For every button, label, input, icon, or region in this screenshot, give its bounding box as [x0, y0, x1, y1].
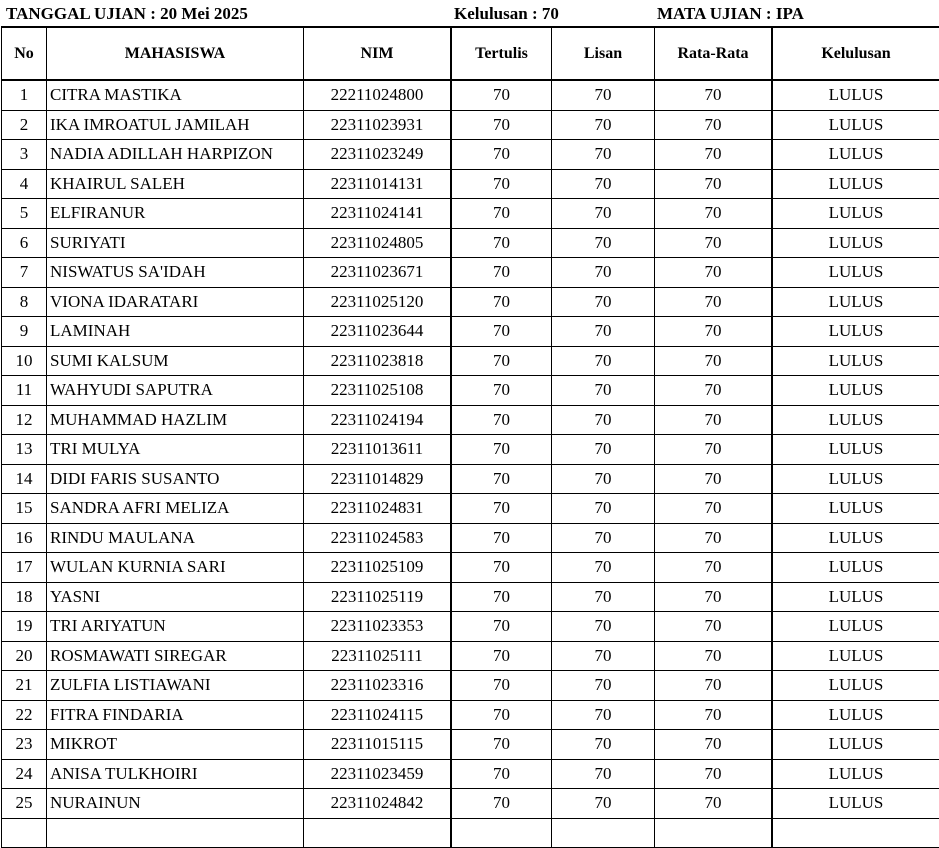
cell-mahasiswa: RINDU MAULANA — [47, 523, 304, 553]
cell-nim: 22311023644 — [304, 317, 452, 347]
cell-mahasiswa: ZULFIA LISTIAWANI — [47, 671, 304, 701]
cell-lisan: 70 — [552, 258, 655, 288]
cell-mahasiswa: TRI ARIYATUN — [47, 612, 304, 642]
cell-lisan: 70 — [552, 759, 655, 789]
cell-kelulusan: LULUS — [772, 553, 939, 583]
cell-mahasiswa: SUMI KALSUM — [47, 346, 304, 376]
cell-nim: 22311025111 — [304, 641, 452, 671]
cell-rata-rata-empty — [655, 818, 773, 847]
cell-rata-rata: 70 — [655, 80, 773, 110]
cell-no: 11 — [2, 376, 47, 406]
passing-score: Kelulusan : 70 — [454, 4, 559, 24]
cell-lisan: 70 — [552, 612, 655, 642]
cell-rata-rata: 70 — [655, 228, 773, 258]
cell-kelulusan: LULUS — [772, 405, 939, 435]
cell-rata-rata: 70 — [655, 641, 773, 671]
table-header-row — [2, 27, 939, 80]
cell-lisan: 70 — [552, 789, 655, 819]
table-row — [2, 346, 939, 376]
cell-mahasiswa: YASNI — [47, 582, 304, 612]
cell-nim: 22311024805 — [304, 228, 452, 258]
col-header-rata-rata: Rata-Rata — [655, 27, 773, 80]
cell-rata-rata: 70 — [655, 199, 773, 229]
cell-no: 12 — [2, 405, 47, 435]
cell-no: 20 — [2, 641, 47, 671]
cell-kelulusan: LULUS — [772, 700, 939, 730]
cell-tertulis: 70 — [451, 346, 552, 376]
cell-nim: 22311014131 — [304, 169, 452, 199]
cell-kelulusan: LULUS — [772, 376, 939, 406]
cell-rata-rata: 70 — [655, 523, 773, 553]
cell-kelulusan: LULUS — [772, 110, 939, 140]
cell-mahasiswa: ELFIRANUR — [47, 199, 304, 229]
cell-tertulis: 70 — [451, 80, 552, 110]
cell-nim: 22311024583 — [304, 523, 452, 553]
cell-mahasiswa: NURAINUN — [47, 789, 304, 819]
cell-kelulusan: LULUS — [772, 730, 939, 760]
cell-rata-rata: 70 — [655, 612, 773, 642]
cell-rata-rata: 70 — [655, 671, 773, 701]
cell-mahasiswa: DIDI FARIS SUSANTO — [47, 464, 304, 494]
cell-tertulis: 70 — [451, 110, 552, 140]
cell-rata-rata: 70 — [655, 317, 773, 347]
col-header-tertulis: Tertulis — [451, 27, 552, 80]
cell-kelulusan: LULUS — [772, 612, 939, 642]
cell-rata-rata: 70 — [655, 346, 773, 376]
cell-mahasiswa: CITRA MASTIKA — [47, 80, 304, 110]
cell-rata-rata: 70 — [655, 494, 773, 524]
table-row — [2, 110, 939, 140]
cell-tertulis: 70 — [451, 789, 552, 819]
cell-nim: 22311023671 — [304, 258, 452, 288]
table-row — [2, 80, 939, 110]
cell-nim: 22311015115 — [304, 730, 452, 760]
cell-kelulusan: LULUS — [772, 435, 939, 465]
cell-no: 10 — [2, 346, 47, 376]
cell-tertulis: 70 — [451, 494, 552, 524]
cell-kelulusan: LULUS — [772, 317, 939, 347]
cell-kelulusan: LULUS — [772, 228, 939, 258]
cell-no: 13 — [2, 435, 47, 465]
cell-lisan: 70 — [552, 671, 655, 701]
cell-no: 23 — [2, 730, 47, 760]
cell-kelulusan: LULUS — [772, 789, 939, 819]
cell-tertulis: 70 — [451, 730, 552, 760]
cell-tertulis: 70 — [451, 523, 552, 553]
cell-kelulusan: LULUS — [772, 494, 939, 524]
cell-tertulis: 70 — [451, 287, 552, 317]
cell-lisan: 70 — [552, 464, 655, 494]
cell-tertulis: 70 — [451, 140, 552, 170]
cell-no: 25 — [2, 789, 47, 819]
cell-tertulis: 70 — [451, 435, 552, 465]
document-header — [0, 3, 939, 25]
cell-kelulusan: LULUS — [772, 140, 939, 170]
cell-nim: 22311014829 — [304, 464, 452, 494]
cell-no: 1 — [2, 80, 47, 110]
cell-kelulusan: LULUS — [772, 671, 939, 701]
cell-kelulusan: LULUS — [772, 464, 939, 494]
cell-kelulusan: LULUS — [772, 641, 939, 671]
cell-mahasiswa: TRI MULYA — [47, 435, 304, 465]
cell-kelulusan: LULUS — [772, 199, 939, 229]
table-row — [2, 199, 939, 229]
cell-tertulis: 70 — [451, 258, 552, 288]
col-header-nim: NIM — [304, 27, 452, 80]
cell-lisan-empty — [552, 818, 655, 847]
cell-no: 18 — [2, 582, 47, 612]
table-row — [2, 464, 939, 494]
cell-lisan: 70 — [552, 730, 655, 760]
cell-tertulis: 70 — [451, 641, 552, 671]
cell-nim: 22311023249 — [304, 140, 452, 170]
cell-nim: 22311023353 — [304, 612, 452, 642]
cell-nim: 22311024842 — [304, 789, 452, 819]
cell-lisan: 70 — [552, 523, 655, 553]
cell-rata-rata: 70 — [655, 140, 773, 170]
cell-no: 14 — [2, 464, 47, 494]
cell-mahasiswa: ANISA TULKHOIRI — [47, 759, 304, 789]
cell-nim: 22311025108 — [304, 376, 452, 406]
cell-rata-rata: 70 — [655, 287, 773, 317]
cell-mahasiswa: LAMINAH — [47, 317, 304, 347]
cell-tertulis: 70 — [451, 612, 552, 642]
cell-kelulusan: LULUS — [772, 169, 939, 199]
cell-rata-rata: 70 — [655, 435, 773, 465]
cell-lisan: 70 — [552, 317, 655, 347]
col-header-kelulusan: Kelulusan — [772, 27, 939, 80]
cell-mahasiswa: WAHYUDI SAPUTRA — [47, 376, 304, 406]
cell-nim: 22311024831 — [304, 494, 452, 524]
cell-tertulis: 70 — [451, 317, 552, 347]
table-row — [2, 641, 939, 671]
cell-no: 19 — [2, 612, 47, 642]
cell-no: 8 — [2, 287, 47, 317]
table-row — [2, 700, 939, 730]
cell-mahasiswa: MUHAMMAD HAZLIM — [47, 405, 304, 435]
cell-mahasiswa: SURIYATI — [47, 228, 304, 258]
cell-lisan: 70 — [552, 641, 655, 671]
cell-rata-rata: 70 — [655, 582, 773, 612]
table-row — [2, 140, 939, 170]
cell-tertulis: 70 — [451, 700, 552, 730]
cell-rata-rata: 70 — [655, 464, 773, 494]
cell-kelulusan: LULUS — [772, 80, 939, 110]
cell-mahasiswa: MIKROT — [47, 730, 304, 760]
cell-rata-rata: 70 — [655, 730, 773, 760]
cell-nim: 22311025109 — [304, 553, 452, 583]
cell-no-empty — [2, 818, 47, 847]
cell-lisan: 70 — [552, 287, 655, 317]
table-body — [2, 80, 939, 847]
cell-tertulis: 70 — [451, 582, 552, 612]
cell-tertulis: 70 — [451, 759, 552, 789]
table-row — [2, 789, 939, 819]
cell-no: 16 — [2, 523, 47, 553]
cell-nim: 22311023316 — [304, 671, 452, 701]
cell-kelulusan: LULUS — [772, 287, 939, 317]
cell-lisan: 70 — [552, 700, 655, 730]
cell-rata-rata: 70 — [655, 258, 773, 288]
cell-no: 24 — [2, 759, 47, 789]
cell-lisan: 70 — [552, 110, 655, 140]
cell-tertulis: 70 — [451, 671, 552, 701]
cell-rata-rata: 70 — [655, 553, 773, 583]
exam-subject: MATA UJIAN : IPA — [657, 4, 804, 24]
cell-kelulusan: LULUS — [772, 346, 939, 376]
cell-lisan: 70 — [552, 553, 655, 583]
cell-no: 2 — [2, 110, 47, 140]
cell-mahasiswa: NADIA ADILLAH HARPIZON — [47, 140, 304, 170]
table-row — [2, 169, 939, 199]
cell-no: 21 — [2, 671, 47, 701]
cell-kelulusan: LULUS — [772, 759, 939, 789]
cell-lisan: 70 — [552, 582, 655, 612]
cell-nim: 22311024194 — [304, 405, 452, 435]
cell-nim: 22311013611 — [304, 435, 452, 465]
table-row — [2, 759, 939, 789]
table-row — [2, 553, 939, 583]
table-row — [2, 494, 939, 524]
cell-nim: 22311025120 — [304, 287, 452, 317]
table-row — [2, 228, 939, 258]
cell-no: 9 — [2, 317, 47, 347]
cell-lisan: 70 — [552, 376, 655, 406]
cell-mahasiswa-empty — [47, 818, 304, 847]
cell-kelulusan-empty — [772, 818, 939, 847]
cell-no: 5 — [2, 199, 47, 229]
cell-mahasiswa: IKA IMROATUL JAMILAH — [47, 110, 304, 140]
table-row — [2, 612, 939, 642]
results-table — [1, 26, 939, 848]
cell-lisan: 70 — [552, 169, 655, 199]
cell-tertulis: 70 — [451, 199, 552, 229]
cell-nim: 22311023459 — [304, 759, 452, 789]
cell-mahasiswa: NISWATUS SA'IDAH — [47, 258, 304, 288]
col-header-no: No — [2, 27, 47, 80]
cell-nim: 22311023818 — [304, 346, 452, 376]
cell-nim: 22211024800 — [304, 80, 452, 110]
table-row — [2, 671, 939, 701]
col-header-mahasiswa: MAHASISWA — [47, 27, 304, 80]
cell-tertulis: 70 — [451, 228, 552, 258]
cell-lisan: 70 — [552, 494, 655, 524]
cell-rata-rata: 70 — [655, 169, 773, 199]
cell-rata-rata: 70 — [655, 789, 773, 819]
exam-date: TANGGAL UJIAN : 20 Mei 2025 — [6, 4, 248, 24]
cell-lisan: 70 — [552, 80, 655, 110]
cell-mahasiswa: WULAN KURNIA SARI — [47, 553, 304, 583]
cell-kelulusan: LULUS — [772, 582, 939, 612]
cell-kelulusan: LULUS — [772, 258, 939, 288]
cell-mahasiswa: ROSMAWATI SIREGAR — [47, 641, 304, 671]
cell-lisan: 70 — [552, 405, 655, 435]
cell-rata-rata: 70 — [655, 376, 773, 406]
cell-tertulis: 70 — [451, 405, 552, 435]
cell-tertulis: 70 — [451, 464, 552, 494]
table-row — [2, 730, 939, 760]
cell-lisan: 70 — [552, 228, 655, 258]
cell-rata-rata: 70 — [655, 110, 773, 140]
table-row — [2, 523, 939, 553]
table-row — [2, 287, 939, 317]
cell-mahasiswa: SANDRA AFRI MELIZA — [47, 494, 304, 524]
cell-lisan: 70 — [552, 140, 655, 170]
table-row — [2, 582, 939, 612]
cell-no: 6 — [2, 228, 47, 258]
table-row — [2, 405, 939, 435]
cell-no: 17 — [2, 553, 47, 583]
table-row — [2, 258, 939, 288]
table-row — [2, 435, 939, 465]
cell-no: 15 — [2, 494, 47, 524]
cell-lisan: 70 — [552, 435, 655, 465]
cell-rata-rata: 70 — [655, 759, 773, 789]
cell-mahasiswa: KHAIRUL SALEH — [47, 169, 304, 199]
cell-tertulis: 70 — [451, 376, 552, 406]
cell-nim: 22311024115 — [304, 700, 452, 730]
cell-lisan: 70 — [552, 346, 655, 376]
cell-no: 3 — [2, 140, 47, 170]
cell-mahasiswa: VIONA IDARATARI — [47, 287, 304, 317]
cell-nim: 22311023931 — [304, 110, 452, 140]
cell-tertulis: 70 — [451, 553, 552, 583]
col-header-lisan: Lisan — [552, 27, 655, 80]
cell-lisan: 70 — [552, 199, 655, 229]
cell-rata-rata: 70 — [655, 405, 773, 435]
table-row — [2, 376, 939, 406]
cell-rata-rata: 70 — [655, 700, 773, 730]
cell-nim: 22311024141 — [304, 199, 452, 229]
table-row — [2, 317, 939, 347]
cell-tertulis: 70 — [451, 169, 552, 199]
cell-no: 7 — [2, 258, 47, 288]
table-row-empty — [2, 818, 939, 847]
cell-no: 22 — [2, 700, 47, 730]
cell-kelulusan: LULUS — [772, 523, 939, 553]
cell-mahasiswa: FITRA FINDARIA — [47, 700, 304, 730]
cell-nim: 22311025119 — [304, 582, 452, 612]
cell-no: 4 — [2, 169, 47, 199]
cell-tertulis-empty — [451, 818, 552, 847]
cell-nim-empty — [304, 818, 452, 847]
